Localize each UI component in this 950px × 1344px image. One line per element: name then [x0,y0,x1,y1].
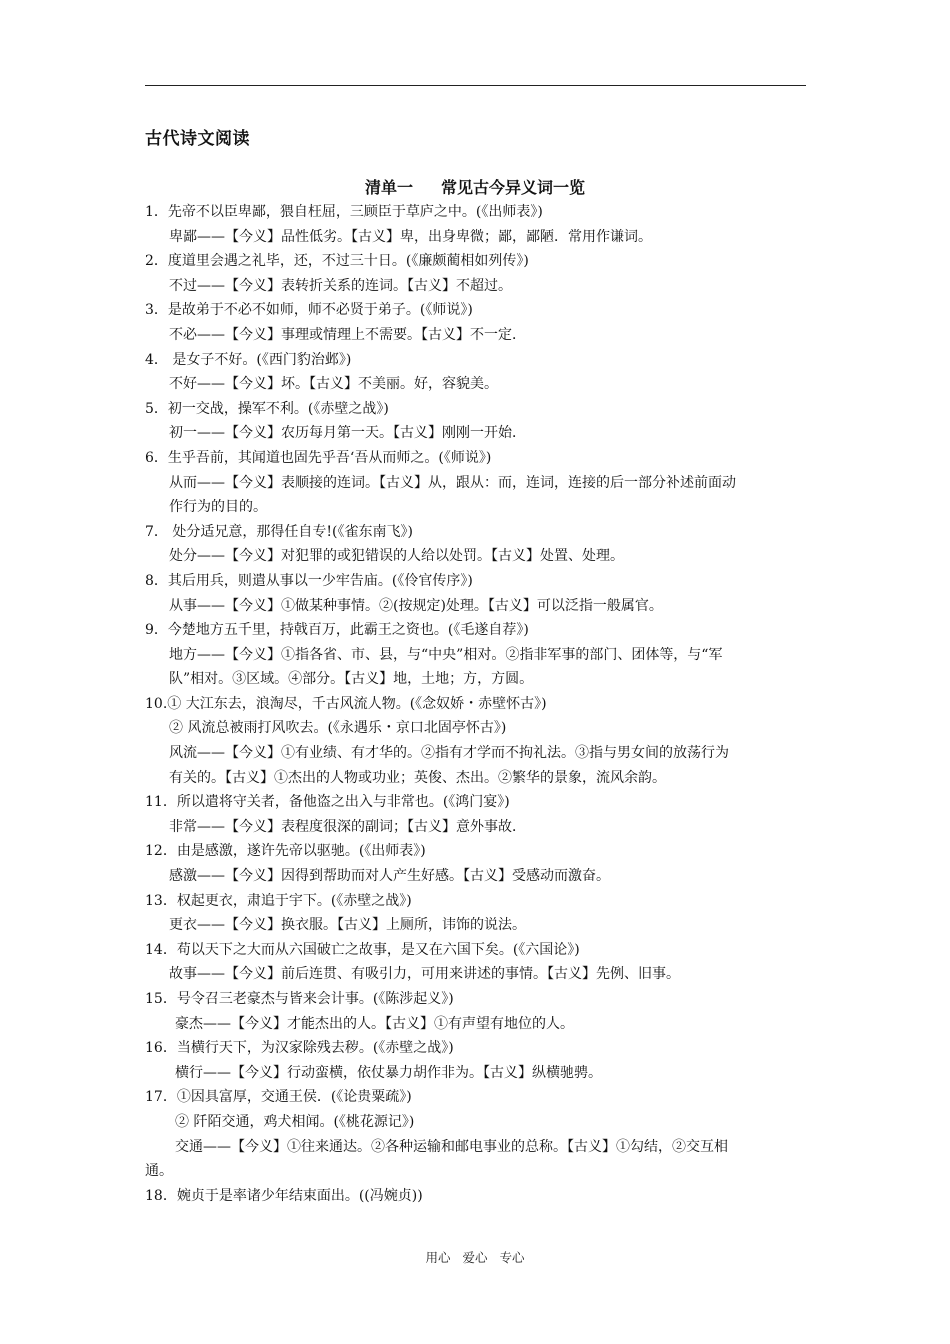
list-title [0,175,950,198]
entry-sentence: 15．号令召三老豪杰与皆来会计事。(《陈涉起义》) [145,991,454,1007]
page-footer: 用心 爱心 专心 [425,1250,525,1265]
entry-explanation: 通。 [145,1163,173,1180]
entry-explanation: 交通——【今义】①往来通达。②各种运输和邮电事业的总称。【古义】①勾结，②交互相 [175,1138,728,1155]
entry-sentence: 11．所以遣将守关者，备他盗之出入与非常也。(《鸿门宴》) [145,794,510,811]
entry-explanation: 不好——【今义】坏。【古义】不美丽。好，容貌美。 [169,376,498,393]
entry-explanation: 不过——【今义】表转折关系的连词。【古义】不超过。 [169,277,512,294]
entry-explanation: 豪杰——【今义】才能杰出的人。【古义】①有声望有地位的人。 [175,1015,574,1032]
entry-explanation: 处分——【今义】对犯罪的或犯错误的人给以处罚。【古义】处置、处理。 [169,548,624,565]
entry-explanation: 非常——【今义】表程度很深的副词；【古义】意外事故． [169,818,526,835]
entry-explanation: 地方——【今义】①指各省、市、县，与“中央”相对。②指非军事的部门、团体等，与“军 [169,646,723,663]
entry-explanation: 有关的。【古义】①杰出的人物或功业；英俊、杰出。②繁华的景象，流风余韵。 [169,769,666,786]
entry-explanation: 风流——【今义】①有业绩、有才华的。②指有才学而不拘礼法。③指与男女间的放荡行为 [169,745,729,762]
entry-sentence: 7． 处分适兄意，那得任自专!(《雀东南飞》) [145,523,413,540]
entry-explanation: 更衣——【今义】换衣服。【古义】上厕所，讳饰的说法。 [169,917,526,934]
entry-sentence: 18．婉贞于是率诸少年结束面出。((冯婉贞)) [145,1187,423,1204]
entry-sentence: 9．今楚地方五千里，持戟百万，此霸王之资也。(《毛遂自荐》) [145,622,529,639]
entry-explanation: 队”相对。③区域。④部分。【古义】地，土地；方，方圆。 [169,671,534,688]
entry-explanation: ② 阡陌交通，鸡犬相闻。(《桃花源记》) [175,1113,415,1130]
entry-explanation: 故事——【今义】前后连贯、有吸引力，可用来讲述的事情。【古义】先例、旧事。 [169,966,680,983]
entry-sentence: 17．①因具富厚，交通王侯．(《论贵粟疏》) [145,1089,412,1106]
list-title-number: 清单一 [364,178,413,197]
entry-explanation: 从而——【今义】表顺接的连词。【古义】从，跟从：而，连词，连接的后一部分补述前面动 [169,474,736,491]
entry-sentence: 6．生乎吾前，其闻道也固先乎吾‘吾从而师之。(《师说》) [145,449,492,466]
header-rule [145,85,806,86]
entry-explanation: 作行为的目的。 [169,499,267,516]
entry-explanation: 不必——【今义】事理或情理上不需要。【古义】不一定． [169,326,526,343]
entry-sentence: 10.① 大江东去，浪淘尽，千古风流人物。(《念奴娇・赤壁怀古》) [145,695,547,712]
entry-sentence: 14．苟以天下之大而从六国破亡之故事，是又在六国下矣。(《六国论》) [145,941,580,958]
entry-sentence: 2．度道里会遇之礼毕，还，不过三十日。(《廉颇蔺相如列传》) [145,253,529,270]
entry-sentence: 4． 是女子不好。(《西门豹治邺》) [145,351,352,368]
entry-sentence: 5．初一交战，操军不利。(《赤壁之战》) [145,400,389,417]
entry-sentence: 16．当横行天下，为汉家除残去秽。(《赤壁之战》) [145,1040,454,1057]
entry-sentence: 13．权起更衣，肃追于宇下。(《赤壁之战》) [145,892,412,909]
entry-sentence: 8．其后用兵，则遣从事以一少牢告庙。(《伶官传序》) [145,572,473,589]
entry-explanation: 横行——【今义】行动蛮横，依仗暴力胡作非为。【古义】纵横驰骋。 [175,1064,602,1081]
entry-sentence: 3．是故弟于不必不如师，师不必贤于弟子。(《师说》) [145,302,473,319]
entry-explanation: 感激——【今义】因得到帮助而对人产生好感。【古义】受感动而激奋。 [169,868,610,885]
entry-explanation: 从事——【今义】①做某种事情。②(按规定)处理。【古义】可以泛指一般属官。 [169,597,663,614]
entry-sentence: 1．先帝不以臣卑鄙，猥自枉屈，三顾臣于草庐之中。(《出师表》) [145,204,543,220]
document-body [145,200,810,1208]
list-title-text: 常见古今异义词一览 [441,178,586,197]
entry-explanation: 卑鄙——【今义】品性低劣。【古义】卑，出身卑微；鄙，鄙陋．常用作谦词。 [169,228,652,245]
entry-sentence: 12．由是感激，遂许先帝以驱驰。(《出师表》) [145,843,426,860]
entry-explanation: 初一——【今义】农历每月第一天。【古义】刚刚一开始． [169,425,526,442]
section-heading: 古代诗文阅读 [145,129,250,149]
entry-explanation: ② 风流总被雨打风吹去。(《永遇乐・京口北固亭怀古》) [169,720,507,737]
